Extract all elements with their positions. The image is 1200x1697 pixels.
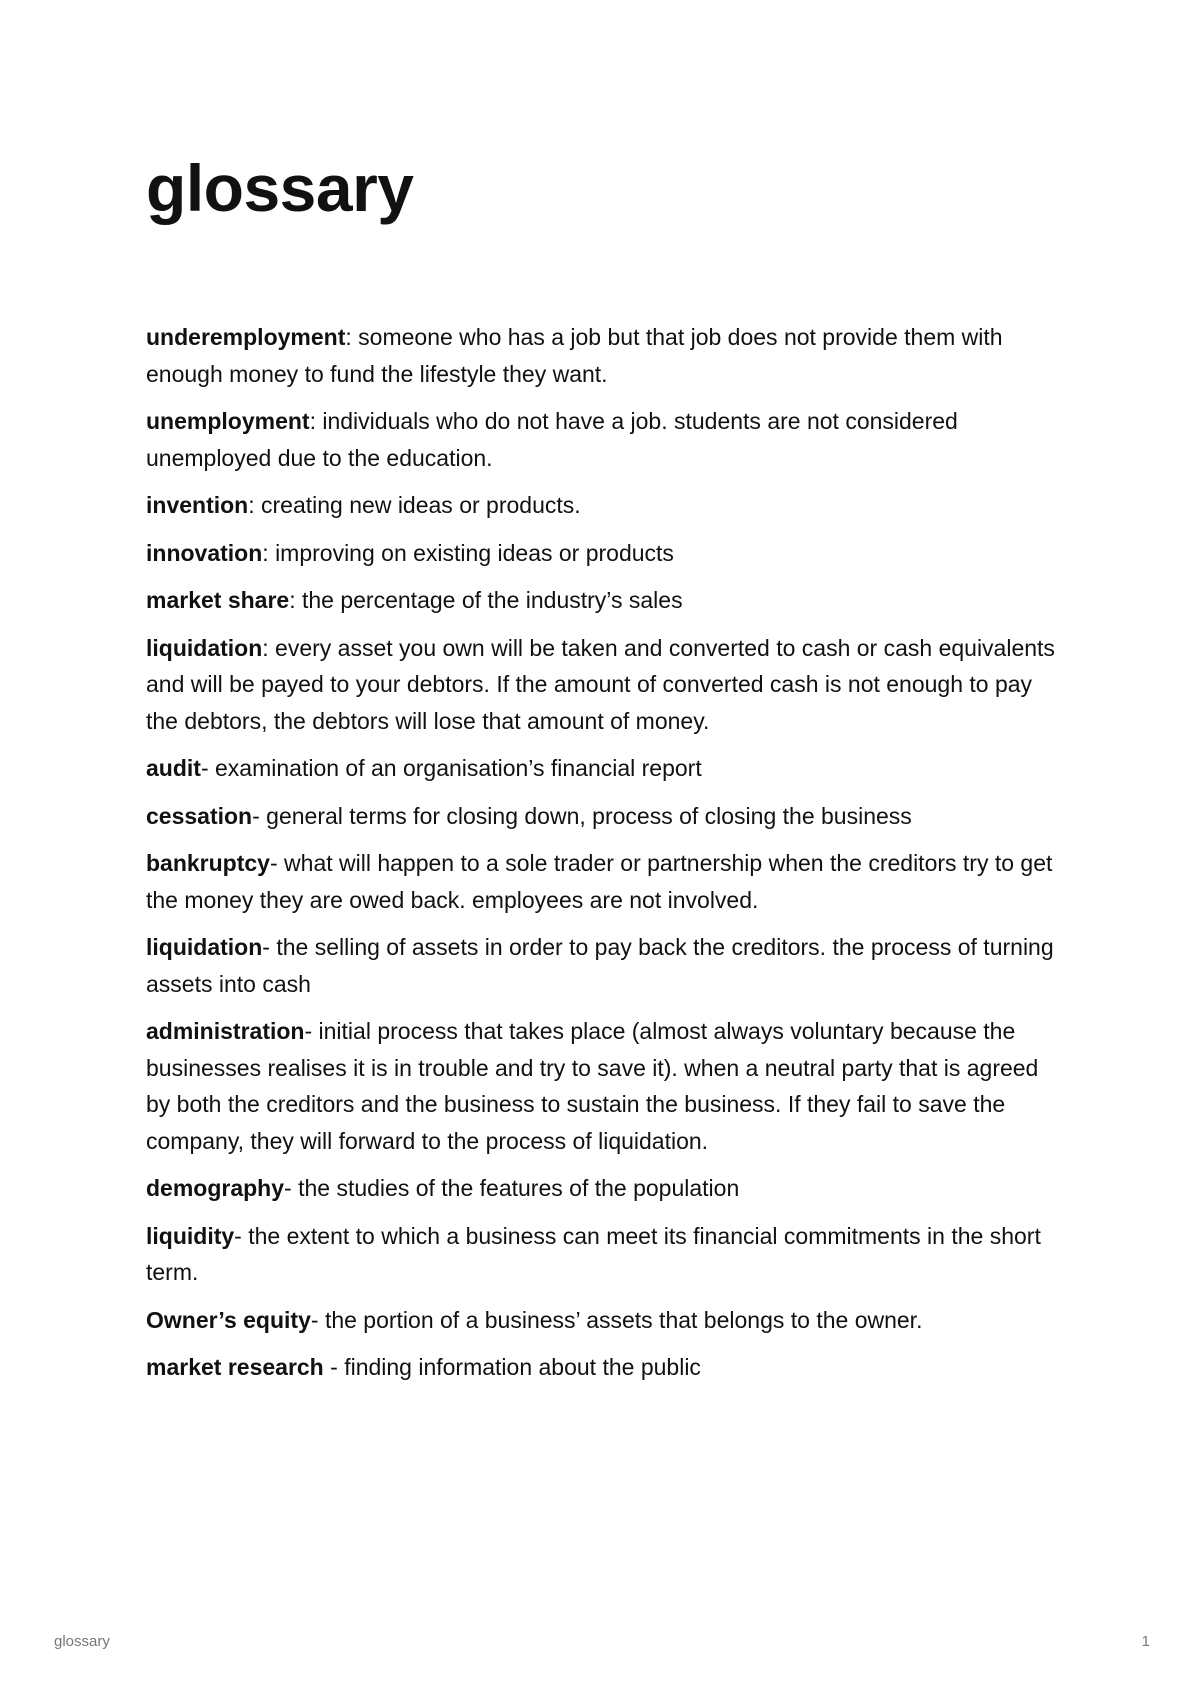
glossary-term: liquidation — [146, 634, 263, 661]
footer-document-title: glossary — [54, 1633, 110, 1650]
term-separator: - — [234, 1222, 249, 1249]
glossary-term: market research — [146, 1354, 324, 1380]
term-separator: : — [262, 539, 276, 566]
footer-page-number: 1 — [1141, 1633, 1150, 1650]
glossary-entry — [146, 1218, 1066, 1291]
glossary-definition: examination of an organisation’s financial report — [215, 755, 702, 781]
glossary-entry — [146, 487, 1066, 524]
glossary-term: bankruptcy — [146, 850, 270, 876]
glossary-definition: individuals who do not have a job. students are not considered unemployed due to the education. — [146, 408, 958, 471]
term-separator: : — [262, 634, 276, 661]
glossary-definition: general terms for closing down, process of closing the business — [266, 802, 912, 829]
glossary-definition: the studies of the features of the population — [298, 1175, 740, 1201]
page-title: glossary — [146, 151, 414, 225]
term-separator: - — [200, 755, 216, 781]
glossary-definition: the extent to which a business can meet its financial commitments in the short term. — [146, 1222, 1041, 1285]
glossary-term: innovation — [146, 539, 263, 566]
glossary-definition: someone who has a job but that job does not provide them with enough money to fund the lifestyle they want. — [146, 324, 1003, 387]
glossary-definition: creating new ideas or products. — [261, 492, 581, 518]
term-separator: - — [304, 1018, 319, 1044]
glossary-entry — [146, 845, 1066, 918]
glossary-entry — [146, 929, 1066, 1002]
glossary-entry — [146, 1302, 1066, 1339]
glossary-term: invention — [146, 492, 249, 518]
term-separator: - — [310, 1306, 325, 1333]
glossary-entry — [146, 750, 1066, 787]
glossary-definition: the percentage of the industry’s sales — [301, 587, 683, 613]
term-separator: - — [269, 850, 285, 876]
glossary-term: liquidity — [146, 1222, 235, 1249]
glossary-definition: finding information about the public — [344, 1354, 701, 1380]
glossary-entry — [146, 1170, 1066, 1207]
term-separator: : — [345, 324, 359, 350]
glossary-list — [146, 319, 1066, 1397]
glossary-term: cessation — [146, 802, 253, 829]
term-separator: - — [252, 802, 267, 829]
glossary-definition: initial process that takes place (almost always voluntary because the businesses realises it is in trouble and try to save it). when a neutral party that is agreed by both the creditors and the business to sustain the business. If they fail to save the company, they will forward to the process of liquidation. — [146, 1018, 1039, 1154]
glossary-entry — [146, 630, 1066, 740]
term-separator: : — [248, 492, 262, 518]
glossary-definition: improving on existing ideas or products — [275, 539, 674, 566]
glossary-term: market share — [146, 587, 290, 613]
glossary-term: audit — [146, 755, 201, 781]
glossary-definition: every asset you own will be taken and converted to cash or cash equivalents and will be payed to your debtors. If the amount of converted cash is not enough to pay the debtors, the debtors will lose that amount of money. — [146, 634, 1055, 734]
term-separator: - — [323, 1354, 345, 1380]
glossary-definition: the selling of assets in order to pay back the creditors. the process of turning assets into cash — [146, 934, 1054, 997]
glossary-term: demography — [146, 1175, 285, 1201]
glossary-entry — [146, 798, 1066, 835]
glossary-entry — [146, 1349, 1066, 1386]
glossary-definition: the portion of a business’ assets that belongs to the owner. — [324, 1306, 923, 1333]
glossary-term: Owner’s equity — [146, 1306, 311, 1333]
glossary-entry — [146, 403, 1066, 476]
glossary-term: liquidation — [146, 934, 263, 960]
glossary-definition: what will happen to a sole trader or partnership when the creditors try to get the money they are owed back. employees are not involved. — [146, 850, 1053, 913]
glossary-term: administration — [146, 1018, 305, 1044]
glossary-term: unemployment — [146, 408, 310, 434]
term-separator: - — [262, 934, 277, 960]
term-separator: : — [309, 408, 323, 434]
glossary-entry — [146, 1013, 1066, 1159]
glossary-entry — [146, 535, 1066, 572]
glossary-term: underemployment — [146, 324, 346, 350]
term-separator: : — [289, 587, 302, 613]
term-separator: - — [284, 1175, 299, 1201]
glossary-entry — [146, 319, 1066, 392]
glossary-entry — [146, 582, 1066, 619]
